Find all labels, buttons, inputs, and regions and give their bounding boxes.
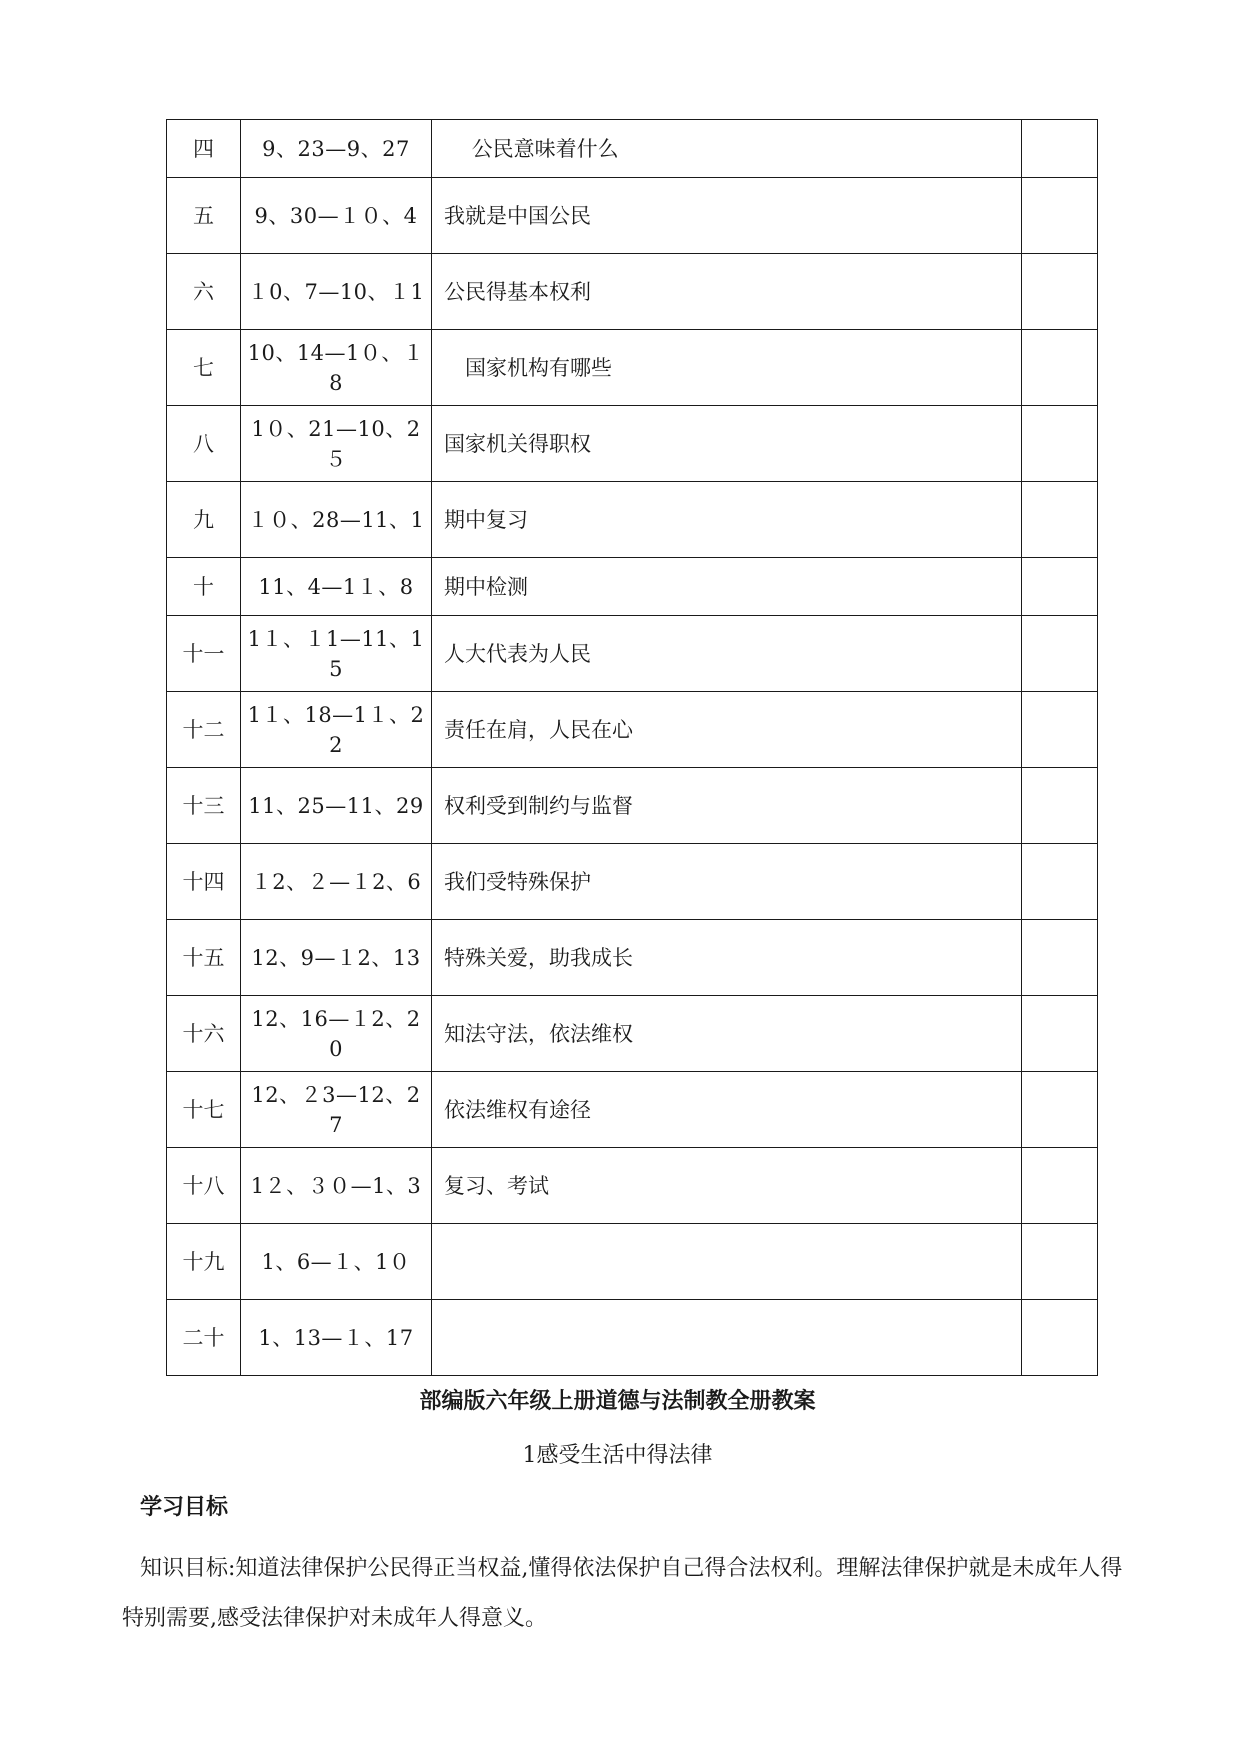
date-cell: 12、２3—12、27 <box>241 1072 432 1148</box>
note-cell <box>1022 482 1098 558</box>
note-cell <box>1022 768 1098 844</box>
lesson-cell: 我们受特殊保护 <box>432 844 1022 920</box>
note-cell <box>1022 558 1098 616</box>
lesson-cell: 依法维权有途径 <box>432 1072 1022 1148</box>
lesson-cell: 责任在肩，人民在心 <box>432 692 1022 768</box>
table-row <box>167 558 1098 616</box>
date-cell: 1１、18—1１、22 <box>241 692 432 768</box>
note-cell <box>1022 692 1098 768</box>
week-cell: 六 <box>167 254 241 330</box>
table-row <box>167 844 1098 920</box>
lesson-cell: 我就是中国公民 <box>432 178 1022 254</box>
lesson-cell: 公民得基本权利 <box>432 254 1022 330</box>
table-row <box>167 254 1098 330</box>
table-row <box>167 920 1098 996</box>
week-cell: 十三 <box>167 768 241 844</box>
date-cell: １０、28—11、1 <box>241 482 432 558</box>
week-cell: 四 <box>167 120 241 178</box>
lesson-cell: 知法守法，依法维权 <box>432 996 1022 1072</box>
objective-paragraph: 知识目标:知道法律保护公民得正当权益,懂得依法保护自己得合法权利。理解法律保护就是未成年人得特别需要,感受法律保护对未成年人得意义。 <box>122 1556 1123 1631</box>
note-cell <box>1022 1148 1098 1224</box>
note-cell <box>1022 406 1098 482</box>
lesson-cell <box>432 1300 1022 1376</box>
note-cell <box>1022 254 1098 330</box>
note-cell <box>1022 1300 1098 1376</box>
date-cell: 1２、３０—1、3 <box>241 1148 432 1224</box>
note-cell <box>1022 844 1098 920</box>
date-cell: 11、4—1１、8 <box>241 558 432 616</box>
lesson-cell: 人大代表为人民 <box>432 616 1022 692</box>
date-cell: 10、14—1０、１8 <box>241 330 432 406</box>
week-cell: 七 <box>167 330 241 406</box>
table-row <box>167 1072 1098 1148</box>
date-cell: １0、7—10、１1 <box>241 254 432 330</box>
date-cell: 1、13—１、17 <box>241 1300 432 1376</box>
week-cell: 十 <box>167 558 241 616</box>
week-cell: 九 <box>167 482 241 558</box>
note-cell <box>1022 1224 1098 1300</box>
date-cell: 9、23—9、27 <box>241 120 432 178</box>
week-cell: 十二 <box>167 692 241 768</box>
lesson-cell <box>432 1224 1022 1300</box>
week-cell: 十七 <box>167 1072 241 1148</box>
week-cell: 八 <box>167 406 241 482</box>
table-row <box>167 178 1098 254</box>
lesson-cell: 国家机构有哪些 <box>432 330 1022 406</box>
table-row <box>167 1148 1098 1224</box>
lesson-cell: 复习、考试 <box>432 1148 1022 1224</box>
table-row <box>167 996 1098 1072</box>
week-cell: 五 <box>167 178 241 254</box>
table-row <box>167 616 1098 692</box>
note-cell <box>1022 120 1098 178</box>
week-cell: 二十 <box>167 1300 241 1376</box>
section-heading: 学习目标 <box>140 1495 229 1520</box>
table-row <box>167 692 1098 768</box>
week-cell: 十四 <box>167 844 241 920</box>
document-title: 部编版六年级上册道德与法制教全册教案 <box>419 1389 816 1414</box>
date-cell: 1、6—１、1０ <box>241 1224 432 1300</box>
table-row <box>167 482 1098 558</box>
lesson-cell: 公民意味着什么 <box>432 120 1022 178</box>
date-cell: １2、２—１2、6 <box>241 844 432 920</box>
date-cell: 9、30—１０、4 <box>241 178 432 254</box>
lesson-cell: 期中复习 <box>432 482 1022 558</box>
week-cell: 十六 <box>167 996 241 1072</box>
date-cell: 11、25—11、29 <box>241 768 432 844</box>
table-row <box>167 768 1098 844</box>
week-cell: 十八 <box>167 1148 241 1224</box>
table-row <box>167 1224 1098 1300</box>
table-row <box>167 1300 1098 1376</box>
date-cell: 12、9—１2、13 <box>241 920 432 996</box>
week-cell: 十一 <box>167 616 241 692</box>
lesson-cell: 期中检测 <box>432 558 1022 616</box>
schedule-table <box>166 119 1098 1376</box>
note-cell <box>1022 178 1098 254</box>
date-cell: 12、16—１2、20 <box>241 996 432 1072</box>
week-cell: 十九 <box>167 1224 241 1300</box>
table-row <box>167 330 1098 406</box>
table-row <box>167 406 1098 482</box>
note-cell <box>1022 920 1098 996</box>
note-cell <box>1022 996 1098 1072</box>
date-cell: 1０、21—10、2５ <box>241 406 432 482</box>
note-cell <box>1022 1072 1098 1148</box>
lesson-cell: 国家机关得职权 <box>432 406 1022 482</box>
lesson-cell: 特殊关爱，助我成长 <box>432 920 1022 996</box>
week-cell: 十五 <box>167 920 241 996</box>
schedule-body <box>167 120 1098 1376</box>
table-row <box>167 120 1098 178</box>
lesson-cell: 权利受到制约与监督 <box>432 768 1022 844</box>
note-cell <box>1022 616 1098 692</box>
lesson-title: 1感受生活中得法律 <box>522 1443 713 1468</box>
note-cell <box>1022 330 1098 406</box>
date-cell: 1１、１1—11、15 <box>241 616 432 692</box>
